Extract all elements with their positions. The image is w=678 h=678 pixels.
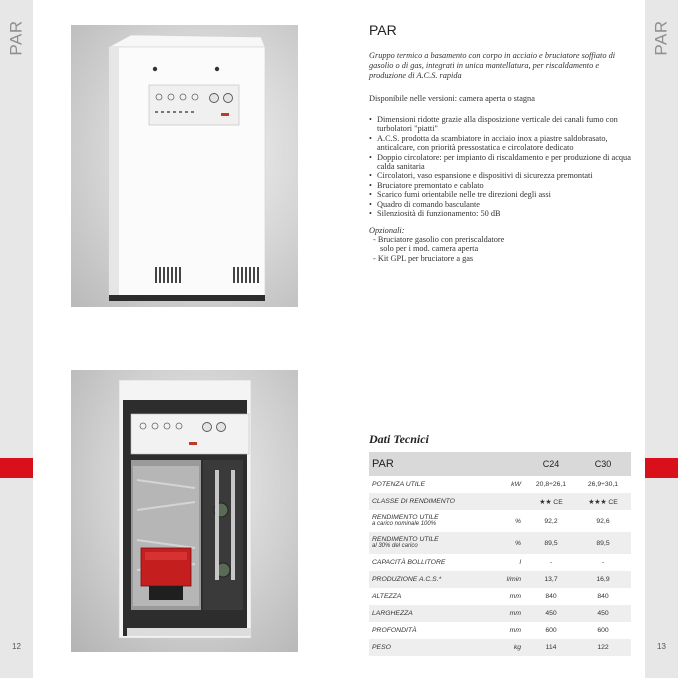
row-unit: l/min (506, 576, 521, 583)
right-red-marker (645, 458, 678, 478)
row-value-c30: 89,5 (596, 539, 610, 547)
row-label: RENDIMENTO UTILE (372, 536, 439, 543)
row-unit: kg (513, 644, 521, 651)
right-page-number: 13 (657, 642, 666, 651)
row-label: RENDIMENTO UTILE (372, 514, 439, 521)
right-tab-label: PAR (651, 20, 671, 56)
list-item: • Circolatori, vaso espansione e dispositivi di sicurezza premontati (369, 171, 639, 180)
row-value-c30: 16,9 (596, 576, 610, 583)
table-row (369, 588, 631, 605)
left-tab-label: PAR (6, 20, 26, 56)
left-red-marker (0, 458, 33, 478)
row-label-block (369, 536, 497, 550)
row-sublabel: a carico nominale 100% (372, 521, 437, 527)
row-label: ALTEZZA (372, 593, 402, 600)
available-versions: Disponibile nelle versioni: camera aperta o stagna (369, 94, 535, 103)
row-value-c24: - (549, 559, 553, 566)
table-row (369, 571, 631, 588)
row-value-c30: 122 (597, 644, 609, 651)
list-item: • Dimensioni ridotte grazie alla disposizione verticale dei canali fumo con turbolatori "piatti" (369, 115, 639, 134)
row-unit: kW (511, 481, 521, 488)
right-margin-strip (645, 0, 678, 678)
row-label: CAPACITÀ BOLLITORE (372, 559, 446, 566)
table-name: PAR (372, 458, 394, 470)
row-value-c30: 600 (597, 627, 609, 634)
row-value-c24: 89,5 (544, 539, 558, 547)
product-title: PAR (369, 22, 397, 38)
table-row (369, 639, 631, 656)
column-header-c24: C24 (542, 459, 560, 469)
row-unit: mm (509, 593, 521, 600)
row-label: CLASSE DI RENDIMENTO (372, 498, 455, 505)
row-value-c30: - (601, 559, 605, 566)
row-unit: % (514, 539, 521, 547)
table-row (369, 622, 631, 639)
table-row (369, 493, 631, 510)
list-item: • A.C.S. prodotta da scambiatore in acciaio inox a piastre saldobrasato, anticalcare, con priorità pressostatica e circolatore dedicato (369, 134, 639, 153)
list-item: - Kit GPL per bruciatore a gas (373, 253, 474, 263)
row-unit: mm (509, 610, 521, 617)
product-intro: Gruppo termico a basamento con corpo in acciaio e bruciatore soffiato di gasolio o di gas, integrati in unica mantellatura, per riscaldamento e produzione di A.C.S. rapida (369, 51, 616, 80)
row-label: POTENZA UTILE (372, 481, 425, 488)
list-item: • Bruciatore premontato e cablato (369, 181, 639, 190)
row-value-c30: 840 (597, 593, 609, 600)
boiler-open-photo (71, 370, 298, 652)
row-label: LARGHEZZA (372, 610, 413, 617)
boiler-closed-illustration (71, 25, 298, 307)
row-unit: l (519, 559, 521, 566)
boiler-closed-photo (71, 25, 298, 307)
table-row (369, 510, 631, 532)
optionals-heading: Opzionali: (369, 226, 405, 235)
table-row (369, 605, 631, 622)
table-row (369, 554, 631, 571)
row-unit: mm (509, 627, 521, 634)
row-label: PRODUZIONE A.C.S.* (372, 576, 442, 583)
list-item: - Bruciatore gasolio con preriscaldatore (373, 235, 505, 244)
tech-data-heading: Dati Tecnici (369, 432, 429, 446)
row-label: PESO (372, 644, 391, 651)
table-row (369, 476, 631, 493)
row-unit: % (514, 517, 521, 525)
table-header (369, 452, 631, 476)
row-sublabel: al 30% del carico (372, 543, 418, 549)
list-item: solo per i mod. camera aperta (380, 244, 479, 254)
row-value-c24: 840 (545, 593, 557, 600)
list-item: • Scarico fumi orientabile nelle tre direzioni degli assi (369, 190, 639, 199)
row-label-block (369, 514, 497, 528)
list-item: • Silenziosità di funzionamento: 50 dB (369, 209, 639, 218)
left-margin-strip (0, 0, 33, 678)
row-value-c24: 20,8÷26,1 (535, 481, 567, 488)
row-value-c24: 92,2 (544, 517, 558, 525)
boiler-open-illustration (71, 370, 298, 652)
feature-list (369, 115, 639, 218)
table-row (369, 532, 631, 554)
list-item: • Quadro di comando basculante (369, 200, 639, 209)
list-item: • Doppio circolatore: per impianto di riscaldamento e per produzione di acqua calda sanitaria (369, 153, 639, 172)
row-value-c24: ★★ CE (539, 498, 563, 506)
left-section-tab (0, 8, 33, 68)
row-value-c24: 450 (545, 610, 557, 617)
row-value-c24: 600 (545, 627, 557, 634)
row-value-c30: 92,6 (596, 517, 610, 525)
optionals-list (373, 235, 504, 263)
left-page-number: 12 (12, 642, 21, 651)
row-value-c24: 13,7 (544, 576, 558, 583)
row-label: PROFONDITÀ (372, 627, 417, 634)
row-value-c30: ★★★ CE (588, 498, 618, 506)
column-header-c30: C30 (594, 459, 612, 469)
row-value-c30: 450 (597, 610, 609, 617)
row-value-c30: 26,9÷30,1 (587, 481, 619, 488)
tech-data-table (369, 452, 631, 656)
row-value-c24: 114 (545, 644, 557, 651)
right-section-tab (645, 8, 678, 68)
